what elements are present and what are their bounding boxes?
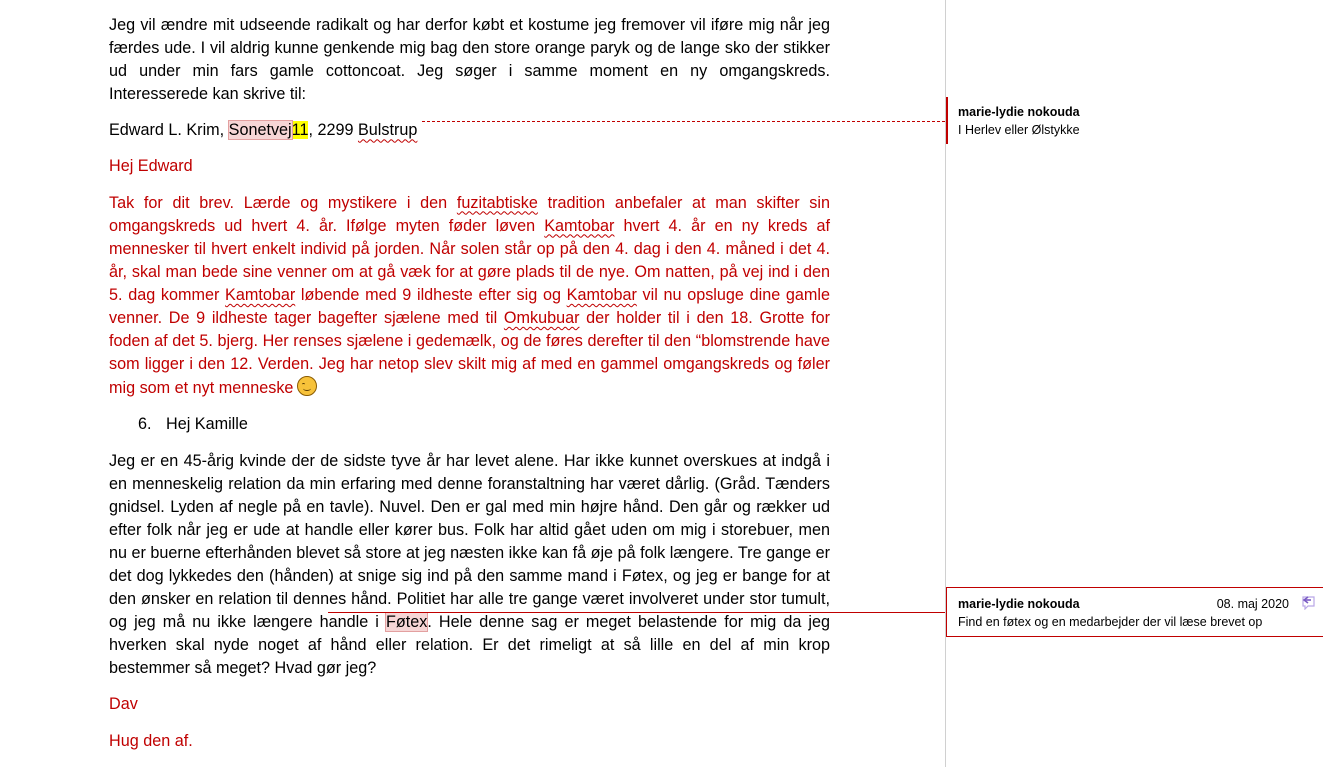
reply-greeting-edward: Hej Edward — [109, 157, 193, 176]
comment-balloon-2[interactable] — [946, 587, 1323, 637]
smiling-face-emoji-icon — [297, 376, 317, 396]
address-postcode: , 2299 — [308, 121, 358, 140]
comment-anchor-fotex[interactable]: Føtex — [385, 613, 428, 632]
comment-connector-line — [422, 121, 945, 122]
address-name: Edward L. Krim, — [109, 121, 229, 140]
comment-author: marie-lydie nokouda — [958, 597, 1080, 611]
comment-connector-line — [328, 612, 945, 613]
comment-balloon-1[interactable] — [946, 97, 1323, 144]
highlighted-number: 11 — [291, 121, 309, 140]
reply-hug-den-af: Hug den af. — [109, 731, 193, 750]
comment-date: 08. maj 2020 — [1216, 597, 1289, 611]
letter-text-part: Jeg er en 45-årig kvinde der de sidste tyve år har levet alene. Har ikke kunnet overskues at indgå i en menneskelig relation da min erfaring med denne foranstaltning har været dårlig. (Gråd. Tænders gnidsel. Lyden af negle på en tavle). Nuvel. Den er gal med min højre hånd. Den går og rækker ud efter folk når jeg er ude at handle eller kører bus. Folk har altid gået uden om mig i storebuer, men nu er buerne efterhånden blevet så store at jeg næsten ikke kan få øje på folk længere. Tre gange er det dog lykkedes den (hånden) at snige sig ind på den samme mand i Føtex, og jeg er bange for at den ønsker en relation til dennes hånd. Politiet har alle tre gange været involveret under stor tumult, og jeg må nu ikke længere handle i — [109, 451, 830, 632]
reply-text-part: Tak for dit brev. Lærde og mystikere i den — [109, 193, 457, 212]
reply-greeting-dav: Dav — [109, 695, 138, 714]
misspelled-word: Kamtobar — [225, 285, 296, 304]
reply-comment-icon[interactable] — [1299, 594, 1317, 610]
list-item-text: Hej Kamille — [166, 415, 248, 434]
paragraph-address — [109, 119, 830, 142]
letter-text-part: . Hele denne sag er meget belastende for mig da jeg hverken skal nyde noget af hånd eller relation. Er det rimeligt at så lille en del af min krop bestemmer så meget? Hvad gør jeg? — [109, 613, 830, 678]
comment-text: Find en føtex og en medarbejder der vil læse brevet op — [958, 615, 1263, 629]
reply-text-part: hvert 4. år en ny kreds af mennesker til hvert enkelt individ på jorden. Når solen står op på den 4. dag i den 4. måned i det 4. år, skal man bede sine venner om at gå væk for at gøre plads til de nye. Om natten, på vej ind i den 5. dag kommer — [109, 216, 830, 304]
paragraph-intro: Jeg vil ændre mit udseende radikalt og har derfor købt et kostume jeg fremover vil iføre mig når jeg færdes ude. I vil aldrig kunne genkende mig bag den store orange paryk og de lange sko der stikker ud under min fars gamle cottoncoat. Jeg søger i samme moment en ny omgangskreds. Interesserede kan skrive til: — [109, 16, 830, 104]
list-number: 6. — [138, 415, 152, 434]
reply-text-part: tradition anbefaler at man skifter sin omgangskreds ud hvert 4. år. Ifølge myten føder løven — [109, 193, 830, 235]
reply-paragraph-edward — [109, 192, 830, 401]
reply-text-part: vil nu opsluge dine gamle venner. De 9 ildheste tager bagefter sjælene med til — [109, 285, 830, 328]
numbered-heading-kamille — [109, 413, 830, 436]
comment-author: marie-lydie nokouda — [958, 105, 1080, 119]
misspelled-word: fuzitabtiske — [456, 193, 538, 212]
comment-text: I Herlev eller Ølstykke — [958, 123, 1080, 137]
misspelled-word: Kamtobar — [566, 285, 637, 304]
comment-anchor-sonetvej[interactable]: Sonetvej — [228, 121, 292, 140]
reply-text-part: løbende med 9 ildheste efter sig og — [295, 285, 567, 304]
misspelled-word: Kamtobar — [544, 216, 615, 235]
document-body — [109, 14, 830, 753]
paragraph-kamille — [109, 450, 830, 681]
misspelled-word: Omkubuar — [503, 309, 580, 328]
reply-text-part: der holder til i den 18. Grotte for foden af det 5. bjerg. Her renses sjælene i gedemælk, og de føres derefter til den “blomstrende have som ligger i den 12. Verden. Jeg har netop slev skilt mig af med en gammel omgangskreds og føler mig som et nyt menneske — [109, 309, 831, 398]
address-city: Bulstrup — [357, 121, 418, 140]
